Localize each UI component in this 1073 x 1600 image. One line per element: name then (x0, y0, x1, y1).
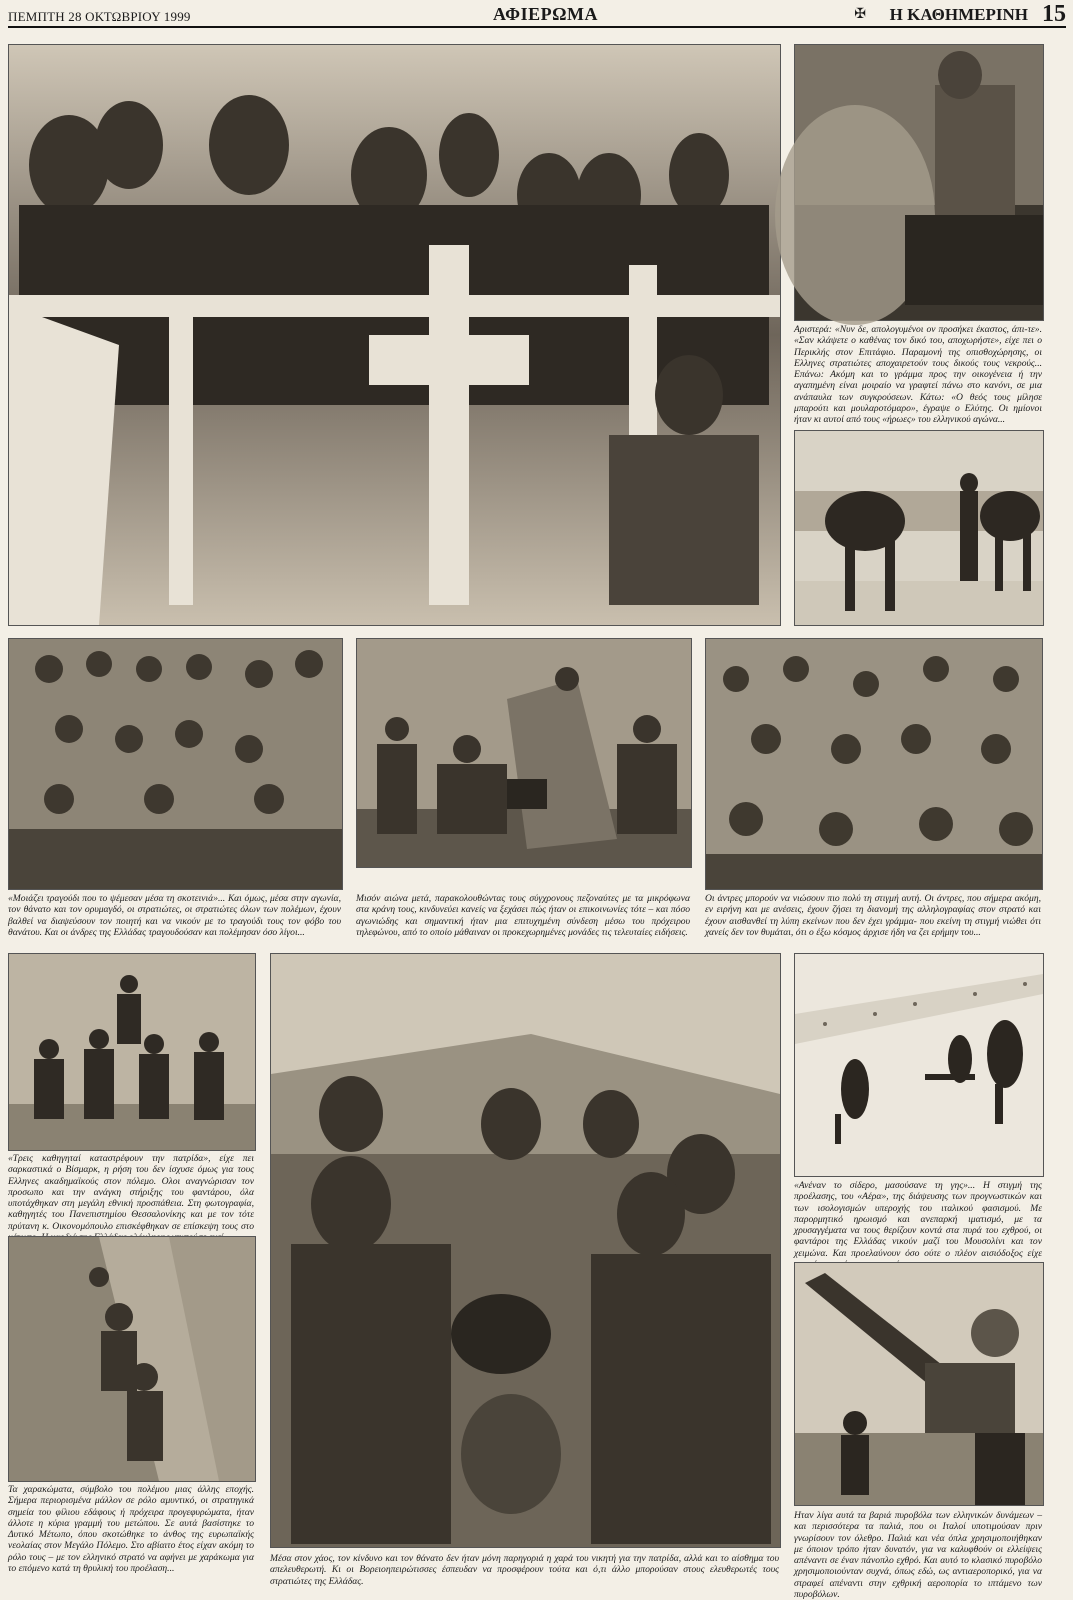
caption-singing: «Μοιάζει τραγούδι που το ψέμεσαν μέσα τη σκοτεινιά»... Και όμως, μέσα στην αγωνία, τον θάνατο και τον ορυμαγδό, οι στρατιώτες, οι στρατιώτες όλων των πολέμων, έχουν βαλθεί να διαψεύσουν τον ποιητή και να νικούν με το τραγούδι τους τον φόβο του θανάτου. Και οι άνδρες της Ελλάδας τραγουδούσαν και πολέμησαν όσο λίγοι... (8, 893, 341, 938)
photo-artillery-gun (794, 1262, 1044, 1506)
caption-artillery: Ηταν λίγα αυτά τα βαριά πυροβόλα των ελληνικών δυνάμεων –και περισσότερα τα παλιά, που οι Ιταλοί υποτιμούσαν πριν γνωρίσουν τον όλεθρο. Παλιά και νέα όπλα χρησιμοποιήθηκαν με όποιον τρόπο ήταν δυνατόν, για να καλυφθούν οι ελλείψεις απέναντι σε έναν πάνοπλο εχθρό. Και αυτό το κλασικό πυροβόλο χρησιμοποιούνταν συχνά, όπως εδώ, ως αντιαεροπορικό, για να στραφεί απέναντι στην εχθρική αεροπορία το ιπτάμενο των πυροβόλων. (794, 1510, 1042, 1600)
photo-advance-in-snow (794, 953, 1044, 1177)
photo-professors-visit (8, 953, 256, 1151)
caption-telephone: Μισόν αιώνα μετά, παρακολουθώντας τους σύγχρονους πεζοναύτες με τα μικρόφωνα στα κράνη τους, κινδυνεύει κανείς να ξεχάσει πώς ήταν οι επικοινωνίες τότε – και πόσο αγωνιώδης και σημαντική ήταν μια επιτυχημένη σύνδεση μέσω του πρόχειρου τηλεφώνου, από το οποίο μάθαιναν οι προκεχωρημένες μονάδες τις τελευταίες ειδήσεις. (356, 893, 690, 938)
issue-date: ΠΕΜΠΤΗ 28 ΟΚΤΩΒΡΙΟΥ 1999 (8, 9, 191, 24)
page-header (8, 1, 1066, 28)
photo-villagers-offering-water (270, 953, 781, 1548)
section-title: ΑΦΙΕΡΩΜΑ (493, 4, 599, 24)
newspaper-name: Η ΚΑΘΗΜΕΡΙΝΗ (889, 5, 1028, 24)
caption-letters: Οι άντρες μπορούν να νιώσουν πιο πολύ τη στιγμή αυτή. Οι άντρες, που σήμερα ακόμη, εν ειρήνη και με ανέσεις, έχουν ζήσει τη διανομή της αλληλογραφίας στον στρατό και έχουν αισθανθεί τη λύπη εκείνων που δεν έχει γράμμα- που εκείνη τη στιγμή νιώθει ότι χανείς δεν τον θυμάται, ότι ο έξω κόσμος άρχισε ήδη να ζει ερήμην του... (705, 893, 1041, 938)
caption-trenches: Τα χαρακώματα, σύμβολο του πολέμου μιας άλλης εποχής. Σήμερα περιορισμένα μάλλον σε ρόλο αμυντικό, οι στρατηγικά σημεία του φίλιου εδάφους ή πρόχειρα προγεφυρώματα, ήταν άλλοτε η κύρια γραμμή του μετώπου. Σε αυτά βασίστηκε το Δυτικό Μέτωπο, όπου σκοτώθηκε το άνθος της ευρωπαϊκής νεολαίας στον Μεγάλο Πόλεμο. Στο αβίαιτο έτος είχαν ακόμη το ρόλο τους – με τον ελληνικό στρατό να αφήνει με χαράκωμα για το επόμενο κατά τη θρυλική του προέλαση... (8, 1484, 254, 1575)
photo-mule-convoy (794, 430, 1044, 626)
photo-soldier-writing-on-cannon (794, 44, 1044, 321)
caption-snow: «Ανέναν το σίδερο, μασούσανε τη γης»... Η στιγμή της προέλασης, του «Αέρα», της διάψευσης των προγνωστικών και των ισολογισμών υπεροχής του ιταλικού φασισμού. Με παρορμητικό ηρωισμό και ανεπαρκή ιματισμό, με τα χρυσαγγέματα να τους θερίζουν κοντά στα πυρά του εχθρού, οι φαντάροι της Ελλάδας νικούν μαζί του Μουσολίνι και τον χειμώνα. Και προελαύνουν όσο ούτε ο πλέον αισιόδοξος είχε (794, 1180, 1042, 1259)
photo-mail-distribution (705, 638, 1043, 890)
caption-professors: «Τρεις καθηγηταί καταστρέφουν την πατρίδα», είχε πει σαρκαστικά ο Βίσμαρκ, η ρήση του δεν ίσχυσε όμως για τους Ελληνες ακαδημαϊκούς στον πόλεμο. Ολοι αναγνώρισαν τον προσωπο και την ανάγκη στήριξης του φαντάρου, όλα υποτάχθηκαν στη μεγάλη εθνική προσπάθεια. Στη φωτογραφία, καθηγητές του Πανεπιστημίου Θεσσαλονίκης και με τον τότε πρύτανη κ. Οικονομόπουλο επισκέφθηκαν σε επίσκεψη τους στο (8, 1153, 254, 1232)
photo-soldiers-at-graves (8, 44, 781, 626)
caption-villagers: Μέσα στον χάος, τον κίνδυνο και τον θάνατο δεν ήταν μόνη παρηγοριά η χαρά του νικητή για την πατρίδα, αλλά και το αίσθημα του απελευθερωτή. Κι οι Βορειοηπειρώτισσες έσπευδαν να προσφέρουν τούτα και ό,τι άλλο μπορούσαν στους ελευθερωτές τους στρατιώτες της Ελλάδας. (270, 1553, 779, 1587)
page-number: 15 (1042, 1, 1066, 27)
photo-field-telephone (356, 638, 692, 868)
photo-trenches (8, 1236, 256, 1482)
caption-burial: Αριστερά: «Νυν δε, απολογυμένοι ον προσήκει έκαστος, άπι-τε». «Σαν κλάψετε ο καθένας τον δικό του, αποχωρήστε», είχε πει ο Περικλής στον Επιτάφιο. Παραμονή της οπισθοχώρησης, οι Ελληνες στρατιώτες αποχαιρετούν τους δικούς τους νεκρούς... Επάνω: Ακόμη και το γράμμα προς την οικογένεια ή την αγαπημένη είναι μοιραίο να γραφτεί πάνω στο κανόνι, σε μια ανάπαυλα των συγκρούσεων. Κάτω: «Ο θεός τους μίλησε μπαρούτι και μουλαροτόμαρο», έγραψε ο Ελύτης. Οι ημίονοι ήταν κι αυτοί από τους «ήρωες» του ελληνικού αγώνα... (794, 324, 1042, 426)
photo-soldiers-singing (8, 638, 343, 890)
newspaper-logo-icon: ✠ (854, 7, 866, 22)
